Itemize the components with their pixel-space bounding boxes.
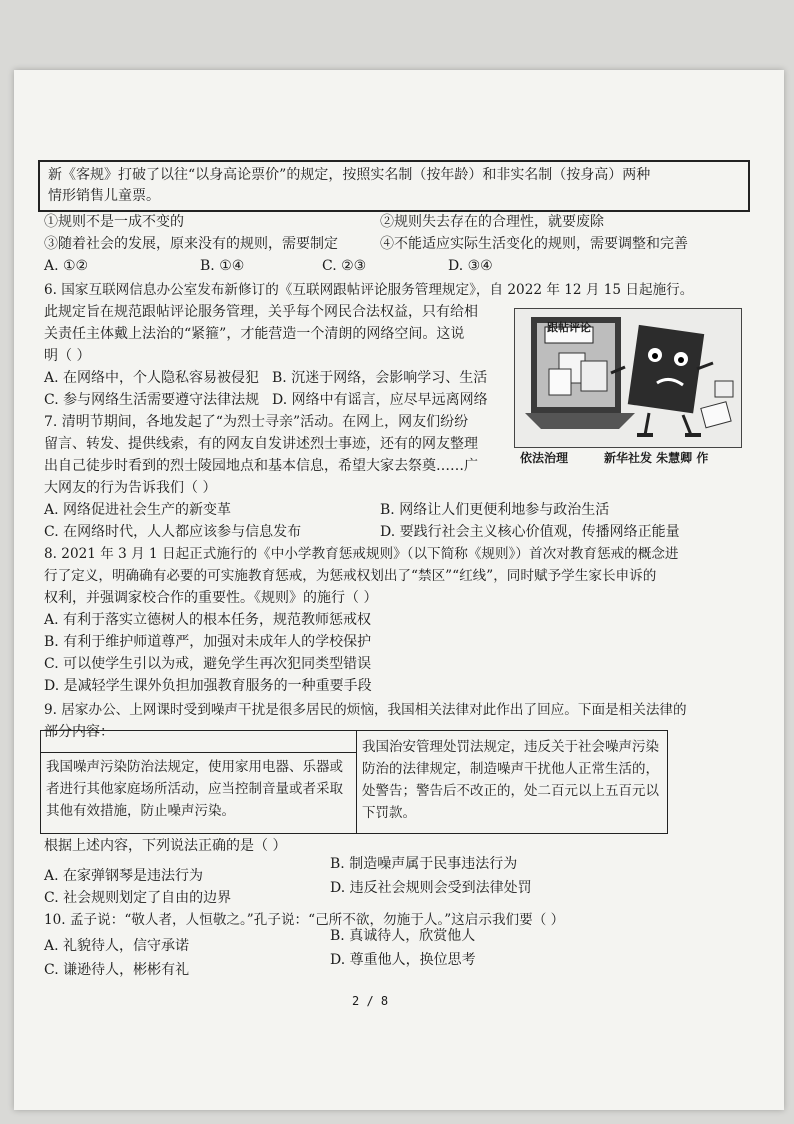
intro-line-2: 情形销售儿童票。 [48,188,160,204]
q10-stem: 10. 孟子说：“敬人者，人恒敬之。”孔子说：“己所不欲，勿施于人。”这启示我们要（ ） [44,912,565,928]
cartoon-sign-text: 跟帖评论 [547,321,591,334]
q8-option-c: C. 可以使学生引以为戒，避免学生再次犯同类型错误 [44,656,372,672]
q7-option-d: D. 要践行社会主义核心价值观，传播网络正能量 [380,524,680,540]
q6-option-a: A. 在网络中，个人隐私容易被侵犯 [44,370,260,386]
cartoon-figure [514,308,742,448]
q9-option-a: A. 在家弹钢琴是违法行为 [44,868,204,884]
q7-line-1: 7. 清明节期间，各地发起了“为烈士寻亲”活动。在网上，网友们纷纷 [44,414,469,430]
q8-line-1: 8. 2021 年 3 月 1 日起正式施行的《中小学教育惩戒规则》（以下简称《规则》）首次对教育惩戒的概念进 [44,546,679,562]
q9-line-1: 9. 居家办公、上网课时受到噪声干扰是很多居民的烦恼，我国相关法律对此作出了回应。下面是相关法律的 [44,702,687,718]
q9-stem: 根据上述内容，下列说法正确的是（ ） [44,838,287,854]
q5-option-c: C. ②③ [322,258,367,274]
q10-option-c: C. 谦逊待人，彬彬有礼 [44,962,190,978]
q8-line-2: 行了定义，明确确有必要的可实施教育惩戒，为惩戒权划出了“禁区”“红线”，同时赋予学生家长申诉的 [44,568,657,584]
page-number: 2 / 8 [352,994,389,1008]
q5-statement-1: ①规则不是一成不变的 [44,214,184,230]
q5-option-b: B. ①④ [200,258,245,274]
figure-caption-left: 依法治理 [520,451,569,465]
q7-line-3: 出自己徒步时看到的烈士陵园地点和基本信息，希望大家去祭奠……广 [44,458,478,474]
q8-line-3: 权利，并强调家校合作的重要性。《规则》的施行（ ） [44,590,378,606]
q5-statement-3: ③随着社会的发展，原来没有的规则，需要制定 [44,236,338,252]
q6-line-3: 关责任主体戴上法治的“紧箍”，才能营造一个清朗的网络空间。这说 [44,326,465,342]
q6-option-d: D. 网络中有谣言，应尽早远离网络 [272,392,488,408]
q8-option-d: D. 是减轻学生课外负担加强教育服务的一种重要手段 [44,678,372,694]
q5-option-d: D. ③④ [448,258,493,274]
q9-option-c: C. 社会规则划定了自由的边界 [44,890,232,906]
q6-line-4: 明（ ） [44,348,91,364]
law-right-text: 我国治安管理处罚法规定，违反关于社会噪声污染防治的法律规定，制造噪声干扰他人正常生活的，处警告；警告后不改正的，处二百元以上五百元以下罚款。 [362,739,659,821]
figure-caption-right: 新华社发 朱慧卿 作 [604,451,709,465]
q10-option-d: D. 尊重他人，换位思考 [330,952,476,968]
q5-option-a: A. ①② [44,258,89,274]
q8-option-a: A. 有利于落实立德树人的根本任务，规范教师惩戒权 [44,612,372,628]
q5-statement-2: ②规则失去存在的合理性，就要废除 [380,214,604,230]
q9-option-b: B. 制造噪声属于民事违法行为 [330,856,518,872]
q7-option-a: A. 网络促进社会生产的新变革 [44,502,232,518]
q6-option-b: B. 沉迷于网络，会影响学习、生活 [272,370,488,386]
q6-line-2: 此规定旨在规范跟帖评论服务管理，关乎每个网民合法权益，只有给相 [44,304,478,320]
q9-line-2: 部分内容： [44,724,114,740]
q10-option-b: B. 真诚待人，欣赏他人 [330,928,476,944]
q10-option-a: A. 礼貌待人，信守承诺 [44,938,190,954]
q7-line-2: 留言、转发、提供线索，有的网友自发讲述烈士事迹，还有的网友整理 [44,436,478,452]
q9-option-d: D. 违反社会规则会受到法律处罚 [330,880,532,896]
q8-option-b: B. 有利于维护师道尊严，加强对未成年人的学校保护 [44,634,372,650]
q7-option-c: C. 在网络时代，人人都应该参与信息发布 [44,524,302,540]
q5-statement-4: ④不能适应实际生活变化的规则，需要调整和完善 [380,236,688,252]
q7-line-4: 大网友的行为告诉我们（ ） [44,480,217,496]
q6-line-1: 6. 国家互联网信息办公室发布新修订的《互联网跟帖评论服务管理规定》，自 2022 年 12 月 15 日起施行。 [44,282,694,298]
law-left-text: 我国噪声污染防治法规定，使用家用电器、乐器或者进行其他家庭场所活动，应当控制音量或者采取其他有效措施，防止噪声污染。 [46,759,343,819]
intro-line-1: 新《客规》打破了以往“以身高论票价”的规定，按照实名制（按年龄）和非实名制（按身高）两种 [48,167,651,183]
q7-option-b: B. 网络让人们更便利地参与政治生活 [380,502,610,518]
q6-option-c: C. 参与网络生活需要遵守法律法规 [44,392,260,408]
